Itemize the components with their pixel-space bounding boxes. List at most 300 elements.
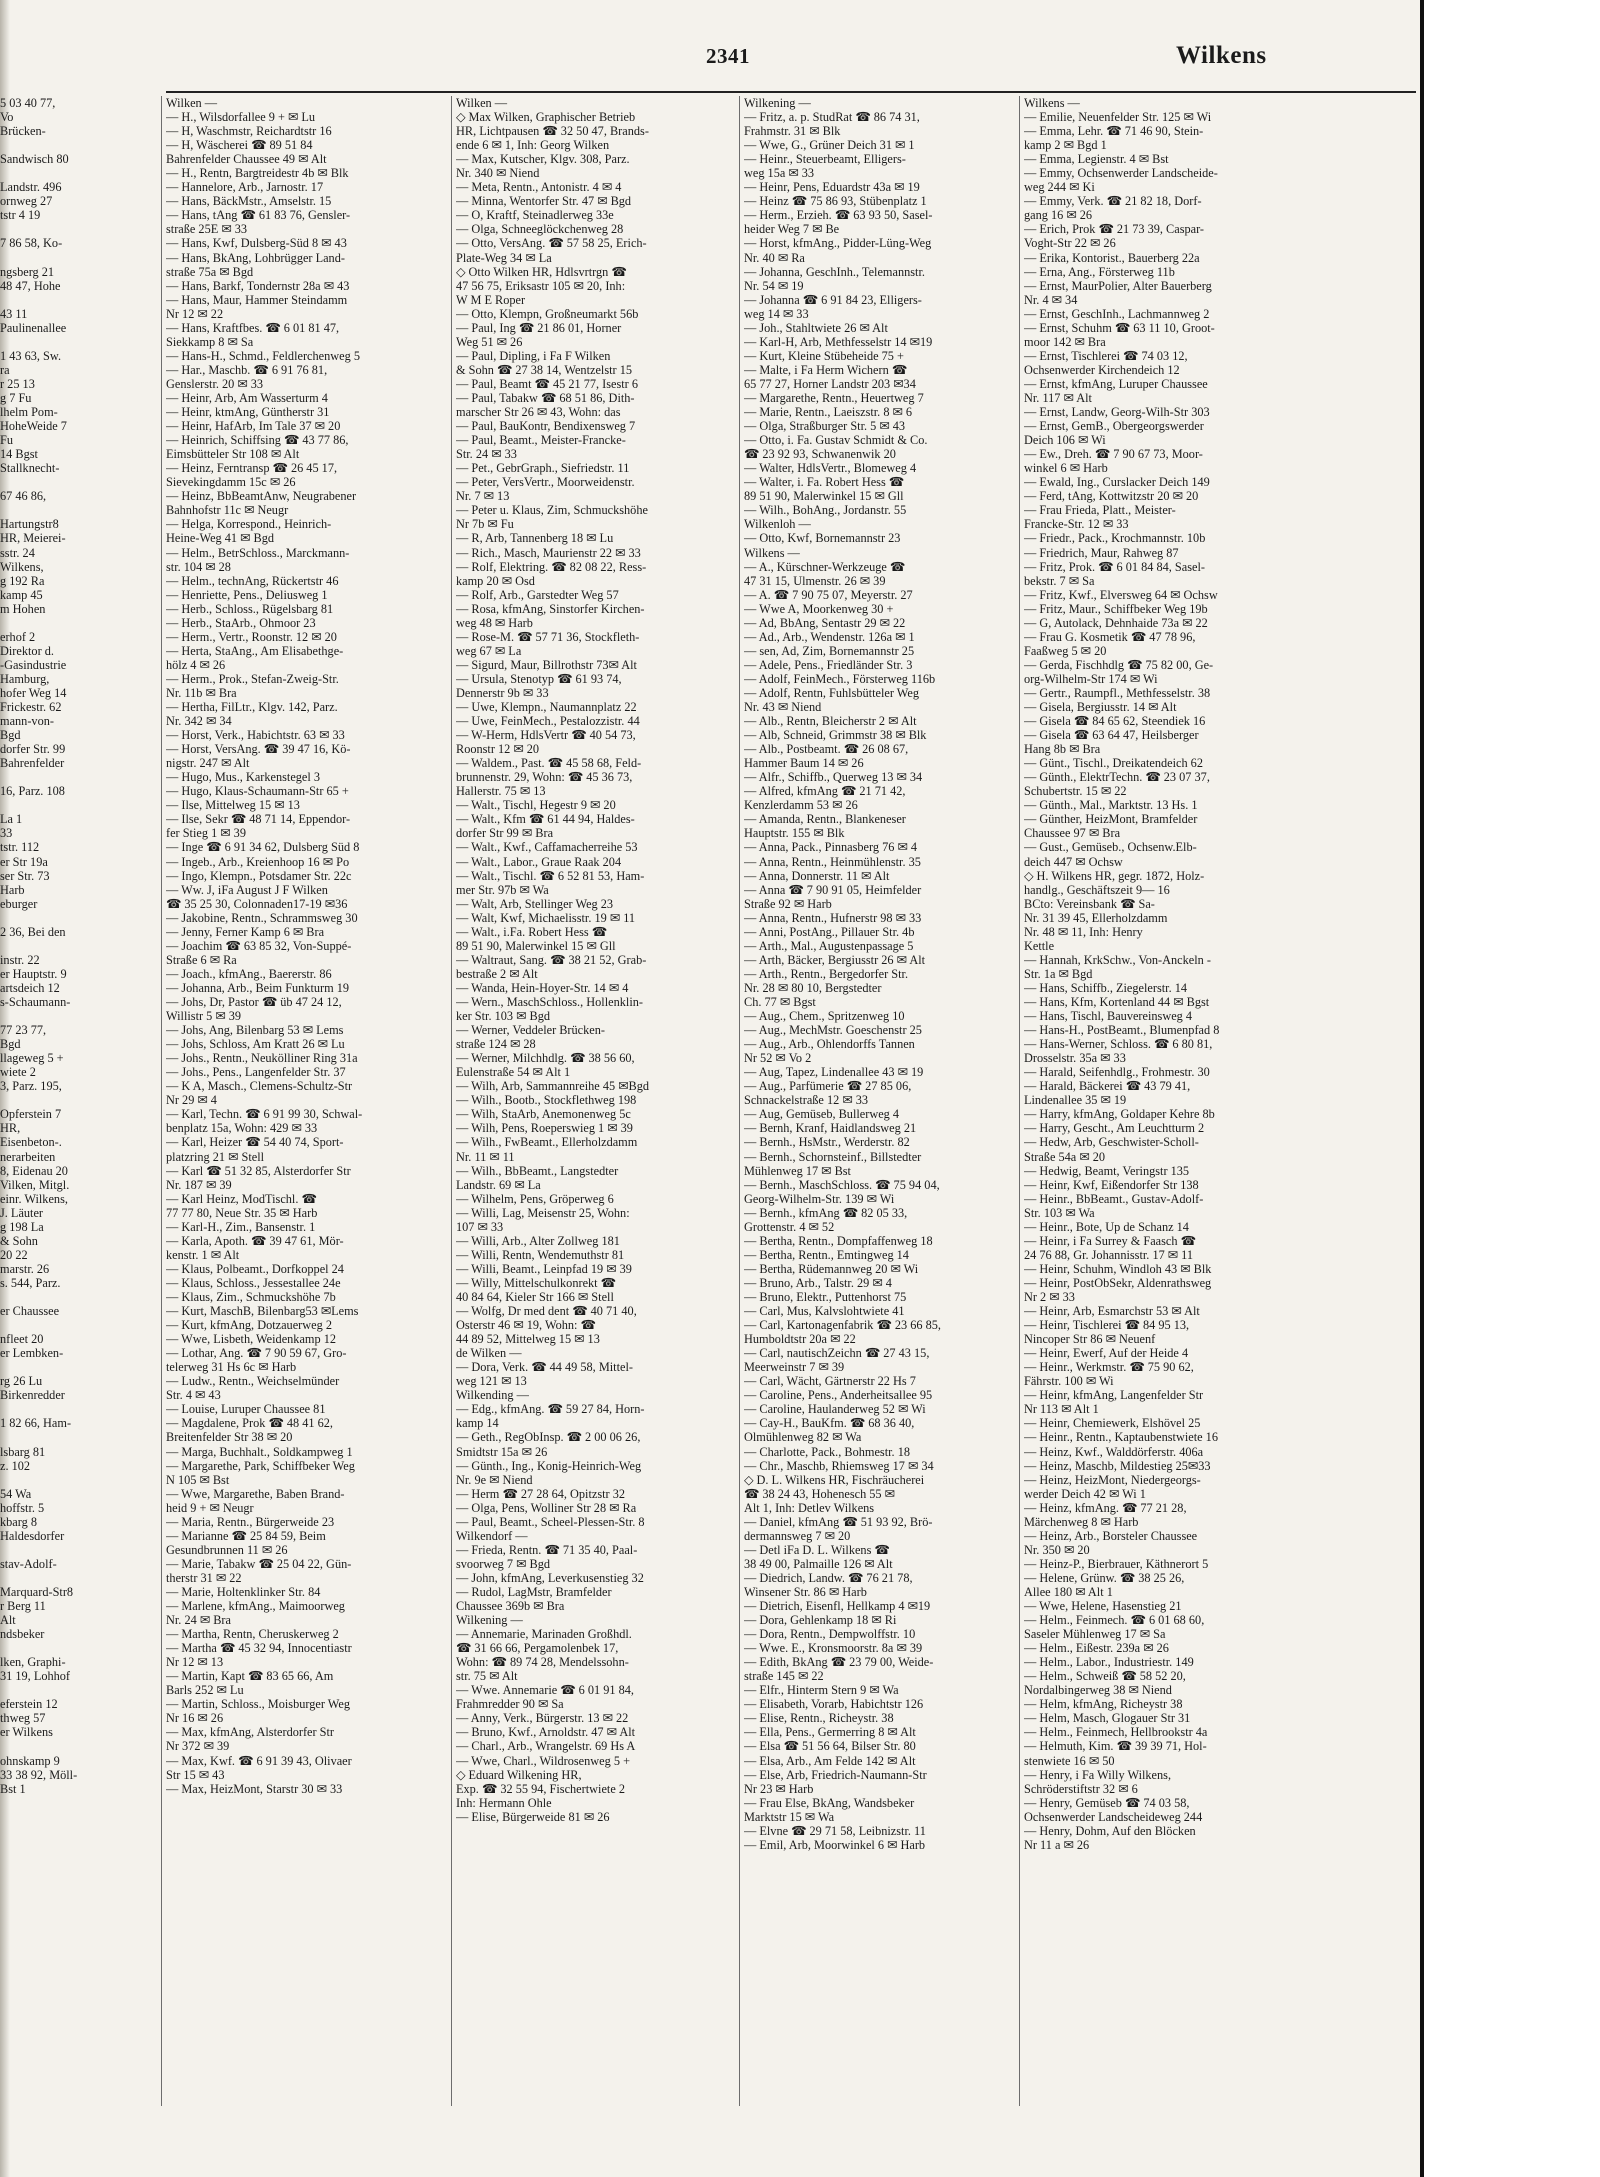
- directory-entry-line: Breitenfelder Str 38 ✉ 20: [166, 1430, 293, 1445]
- directory-entry-line: — Horst, VersAng. ☎ 39 47 16, Kö-: [166, 742, 351, 757]
- directory-entry-line: kbarg 8: [0, 1514, 37, 1529]
- directory-entry-line: HR, Lichtpausen ☎ 32 50 47, Brands-: [456, 124, 649, 139]
- directory-entry-line: — John, kfmAng, Leverkusenstieg 32: [456, 1570, 644, 1585]
- directory-entry-line: thweg 57: [0, 1711, 46, 1726]
- directory-entry-line: — Meta, Rentn., Antonistr. 4 ✉ 4: [456, 180, 622, 195]
- directory-entry-line: m Hohen: [0, 601, 46, 616]
- directory-entry-line: Str. 1a ✉ Bgd: [1024, 966, 1093, 981]
- directory-entry-line: — Walter, HdlsVertr., Blomeweg 4: [744, 461, 917, 476]
- directory-entry-line: — Harry, Gescht., Am Leuchtturm 2: [1024, 1121, 1205, 1136]
- directory-entry-line: — Otto, i. Fa. Gustav Schmidt & Co.: [744, 433, 928, 448]
- directory-entry-line: — Friedrich, Maur, Rahweg 87: [1024, 545, 1179, 560]
- directory-entry-line: — Wilh., Bootb., Stockflethweg 198: [456, 1093, 637, 1108]
- directory-entry-line: 44 89 52, Mittelweg 15 ✉ 13: [456, 1332, 600, 1347]
- directory-entry-line: org-Wilhelm-Str 174 ✉ Wi: [1024, 671, 1158, 686]
- directory-entry-line: — Johs., Rentn., Neukölliner Ring 31a: [166, 1051, 358, 1066]
- directory-entry-line: Heine-Weg 41 ✉ Bgd: [166, 531, 275, 546]
- directory-entry-line: — Günth., Ing., Konig-Heinrich-Weg: [456, 1458, 642, 1473]
- directory-entry-line: — Kurt, MaschB, Bilenbarg53 ✉Lems: [166, 1304, 359, 1319]
- directory-entry-line: — Gust., Gemüseb., Ochsenw.Elb-: [1024, 840, 1197, 855]
- directory-entry-line: Nr. 43 ✉ Niend: [744, 700, 822, 715]
- directory-entry-line: Str. 4 ✉ 43: [166, 1388, 221, 1403]
- directory-entry-line: benplatz 15a, Wohn: 429 ✉ 33: [166, 1121, 318, 1136]
- directory-entry-line: 77 23 77,: [0, 1023, 47, 1038]
- directory-entry-line: — Ernst, Landw, Georg-Wilh-Str 303: [1024, 405, 1210, 420]
- directory-entry-line: — K A, Masch., Clemens-Schultz-Str: [166, 1079, 353, 1094]
- directory-entry-line: — Dietrich, Eisenfl, Hellkamp 4 ✉19: [744, 1599, 931, 1614]
- directory-entry-line: z. 102: [0, 1458, 31, 1473]
- directory-entry-line: — Joh., Stahltwiete 26 ✉ Alt: [744, 320, 888, 335]
- directory-entry-line: — Ad., Arb., Wendenstr. 126a ✉ 1: [744, 629, 915, 644]
- directory-entry-line: — Wolfg, Dr med dent ☎ 40 71 40,: [456, 1304, 637, 1319]
- directory-entry-line: Fu: [0, 433, 13, 448]
- directory-entry-line: 107 ✉ 33: [456, 1219, 504, 1234]
- directory-entry-line: — Aug., Arb., Ohlendorffs Tannen: [744, 1037, 915, 1052]
- directory-entry-line: HR,: [0, 1121, 21, 1136]
- directory-entry-line: — Marianne ☎ 25 84 59, Beim: [166, 1528, 326, 1543]
- directory-entry-line: — Aug, Gemüseb, Bullerweg 4: [744, 1107, 900, 1122]
- directory-entry-line: — Henry, Gemüseb ☎ 74 03 58,: [1024, 1795, 1190, 1810]
- running-head: Wilkens: [1176, 42, 1267, 69]
- directory-entry-line: Bst 1: [0, 1781, 26, 1796]
- directory-entry-line: — Inge ☎ 6 91 34 62, Dulsberg Süd 8: [166, 840, 360, 855]
- directory-entry-line: Bahrenfelder Chaussee 49 ✉ Alt: [166, 152, 327, 167]
- directory-entry-line: — Otto, Kwf, Bornemannstr 23: [744, 531, 901, 546]
- directory-entry-line: — Jakobine, Rentn., Schrammsweg 30: [166, 910, 358, 925]
- directory-entry-line: — Johanna ☎ 6 91 84 23, Elligers-: [744, 292, 922, 307]
- directory-entry-line: lsbarg 81: [0, 1444, 46, 1459]
- directory-entry-line: str. 75 ✉ Alt: [456, 1669, 518, 1684]
- directory-entry-line: s-Schaumann-: [0, 995, 71, 1009]
- directory-entry-line: — Arth., Mal., Augustenpassage 5: [744, 938, 914, 953]
- directory-entry-line: — Uwe, FeinMech., Pestalozzistr. 44: [456, 714, 640, 729]
- directory-entry-line: — Martin, Kapt ☎ 83 65 66, Am: [166, 1669, 334, 1684]
- directory-entry-line: — Erika, Kontorist., Bauerberg 22a: [1024, 250, 1200, 265]
- directory-entry-line: kamp 45: [0, 587, 43, 602]
- directory-entry-line: — Marga, Buchhalt., Soldkampweg 1: [166, 1444, 353, 1459]
- directory-entry-line: 3, Parz. 195,: [0, 1079, 62, 1094]
- directory-entry-line: — Wwe, Helene, Hasenstieg 21: [1024, 1599, 1182, 1614]
- directory-entry-line: — Heinz, Maschb, Mildestieg 25✉33: [1024, 1458, 1211, 1473]
- directory-entry-line: straße 25E ✉ 33: [166, 222, 247, 237]
- directory-entry-line: erhof 2: [0, 629, 36, 644]
- directory-entry-line: — Heinr, Arb, Am Wasserturm 4: [166, 390, 328, 405]
- directory-entry-line: — Paul, Beamt., Scheel-Plessen-Str. 8: [456, 1514, 645, 1529]
- directory-entry-line: Wilkens,: [0, 559, 44, 574]
- directory-entry-line: — Klaus, Polbeamt., Dorfkoppel 24: [166, 1261, 344, 1276]
- directory-entry-line: — Walter, i. Fa. Robert Hess ☎: [744, 475, 905, 490]
- directory-entry-line: — Ilse, Sekr ☎ 48 71 14, Eppendor-: [166, 812, 351, 827]
- directory-entry-line: ◇ H. Wilkens HR, gegr. 1872, Holz-: [1024, 868, 1205, 883]
- directory-entry-line: Wilkens —: [744, 545, 800, 560]
- directory-entry-line: Wilkending —: [456, 1388, 529, 1403]
- directory-entry-line: — Gertr., Raumpfl., Methfesselstr. 38: [1024, 685, 1211, 700]
- directory-entry-line: — sen, Ad, Zim, Bornemannstr 25: [744, 643, 915, 658]
- directory-entry-line: [0, 1009, 156, 1023]
- directory-entry-line: Str 15 ✉ 43: [166, 1767, 225, 1782]
- directory-entry-line: — Geth., RegObInsp. ☎ 2 00 06 26,: [456, 1430, 641, 1445]
- directory-entry-line: Nr 372 ✉ 39: [166, 1739, 230, 1754]
- directory-entry-line: — Otto, VersAng. ☎ 57 58 25, Erich-: [456, 236, 647, 251]
- directory-entry-line: eburger: [0, 896, 38, 911]
- directory-entry-line: artsdeich 12: [0, 980, 60, 995]
- directory-entry-line: Meerweinstr 7 ✉ 39: [744, 1360, 845, 1375]
- directory-entry-line: — Walt., i.Fa. Robert Hess ☎: [456, 924, 608, 939]
- directory-entry-line: [0, 222, 156, 236]
- directory-entry-line: — Heinr, Pens, Eduardstr 43a ✉ 19: [744, 180, 920, 195]
- directory-entry-line: [0, 138, 156, 152]
- directory-entry-line: g 192 Ra: [0, 573, 45, 588]
- directory-entry-line: — Hedw, Arb, Geschwister-Scholl-: [1024, 1135, 1199, 1150]
- directory-entry-line: tstr. 112: [0, 840, 40, 855]
- directory-entry-line: Osterstr 46 ✉ 19, Wohn: ☎: [456, 1318, 596, 1333]
- directory-entry-line: [0, 1473, 156, 1487]
- directory-entry-line: [0, 798, 156, 812]
- directory-entry-line: — Erich, Prok ☎ 21 73 39, Caspar-: [1024, 222, 1205, 237]
- directory-entry-line: Straße 6 ✉ Ra: [166, 952, 237, 967]
- directory-entry-line: ☎ 38 24 43, Hohenesch 55 ✉: [744, 1486, 895, 1501]
- directory-entry-line: — Helmuth, Kim. ☎ 39 39 71, Hol-: [1024, 1739, 1207, 1754]
- directory-entry-line: Schnackelstraße 12 ✉ 33: [744, 1093, 869, 1108]
- directory-entry-line: — Rich., Masch, Maurienstr 22 ✉ 33: [456, 545, 641, 560]
- directory-entry-line: — Heinr, HafArb, Im Tale 37 ✉ 20: [166, 419, 341, 434]
- directory-entry-line: lken, Graphi-: [0, 1655, 66, 1670]
- directory-entry-line: — H., Rentn, Bargtreidestr 4b ✉ Blk: [166, 166, 349, 181]
- directory-entry-line: Francke-Str. 12 ✉ 33: [1024, 517, 1129, 532]
- directory-entry-line: — Har., Maschb. ☎ 6 91 76 81,: [166, 362, 328, 377]
- directory-entry-line: Nr. 40 ✉ Ra: [744, 250, 805, 265]
- directory-entry-line: 14 Bgst: [0, 447, 38, 462]
- directory-entry-line: — Walt, Arb, Stellinger Weg 23: [456, 896, 614, 911]
- directory-entry-line: — Wilhelm, Pens, Gröperweg 6: [456, 1191, 614, 1206]
- directory-entry-line: Brücken-: [0, 124, 46, 139]
- directory-entry-line: Alt 1, Inh: Detlev Wilkens: [744, 1500, 875, 1515]
- directory-entry-line: — Kurt, Kleine Stübeheide 75 +: [744, 348, 904, 363]
- directory-entry-line: — Ernst, MaurPolier, Alter Bauerberg: [1024, 278, 1212, 293]
- directory-entry-line: gang 16 ✉ 26: [1024, 208, 1093, 223]
- directory-entry-line: Chaussee 97 ✉ Bra: [1024, 826, 1121, 841]
- directory-entry-line: — Elvne ☎ 29 71 58, Leibnizstr. 11: [744, 1823, 926, 1838]
- directory-entry-line: — Hertha, FilLtr., Klgv. 142, Parz.: [166, 700, 338, 715]
- directory-entry-line: — Hans, Kraftfbes. ☎ 6 01 81 47,: [166, 320, 340, 335]
- directory-entry-line: — Dora, Gehlenkamp 18 ✉ Ri: [744, 1613, 897, 1628]
- directory-entry-line: — Harry, kfmAng, Goldaper Kehre 8b: [1024, 1107, 1215, 1122]
- directory-entry-line: — Malte, i Fa Herm Wichern ☎: [744, 362, 908, 377]
- directory-entry-line: — Bertha, Rentn., Emtingweg 14: [744, 1247, 909, 1262]
- directory-entry-line: — Frieda, Rentn. ☎ 71 35 40, Paal-: [456, 1542, 638, 1557]
- directory-entry-line: — Frau G. Kosmetik ☎ 47 78 96,: [1024, 629, 1196, 644]
- directory-entry-line: — Horst, kfmAng., Pidder-Lüng-Weg: [744, 236, 932, 251]
- directory-entry-line: [0, 166, 156, 180]
- directory-entry-line: [0, 1683, 156, 1697]
- directory-entry-line: Nr. 7 ✉ 13: [456, 489, 510, 504]
- directory-entry-line: — Caroline, Haulanderweg 52 ✉ Wi: [744, 1402, 926, 1417]
- directory-entry-line: — Anna ☎ 7 90 91 05, Heimfelder: [744, 882, 922, 897]
- directory-entry-line: — Heinr, Kwf, Eißendorfer Str 138: [1024, 1177, 1199, 1192]
- directory-entry-line: Barls 252 ✉ Lu: [166, 1683, 244, 1698]
- directory-entry-line: & Sohn ☎ 27 38 14, Wentzelstr 15: [456, 362, 632, 377]
- directory-entry-line: Nr. 4 ✉ 34: [1024, 292, 1078, 307]
- directory-entry-line: ◇ Eduard Wilkening HR,: [456, 1767, 582, 1782]
- directory-entry-line: — Klaus, Schloss., Jessestallee 24e: [166, 1275, 341, 1290]
- directory-entry-line: straße 145 ✉ 22: [744, 1669, 824, 1684]
- directory-entry-line: — Charl., Arb., Wrangelstr. 69 Hs A: [456, 1739, 636, 1754]
- directory-entry-line: — Marie, Holtenklinker Str. 84: [166, 1584, 321, 1599]
- directory-entry-line: — Helm, Masch, Glogauer Str 31: [1024, 1711, 1191, 1726]
- directory-entry-line: Eimsbütteler Str 108 ✉ Alt: [166, 447, 300, 462]
- directory-entry-line: Nr 12 ✉ 22: [166, 306, 224, 321]
- directory-entry-line: Hauptstr. 155 ✉ Blk: [744, 826, 845, 841]
- directory-entry-line: Grottenstr. 4 ✉ 52: [744, 1219, 835, 1234]
- directory-entry-line: Wilkendorf —: [456, 1528, 528, 1543]
- directory-entry-line: — Dora, Verk. ☎ 44 49 58, Mittel-: [456, 1360, 633, 1375]
- directory-entry-line: — Hans, Kfm, Kortenland 44 ✉ Bgst: [1024, 995, 1210, 1009]
- directory-entry-line: marstr. 26: [0, 1261, 50, 1276]
- column-divider: [1019, 96, 1020, 2106]
- directory-entry-line: s. 544, Parz.: [0, 1275, 61, 1290]
- directory-entry-line: Allee 180 ✉ Alt 1: [1024, 1584, 1113, 1599]
- directory-entry-line: — Heinz-P., Bierbrauer, Käthnerort 5: [1024, 1556, 1209, 1571]
- directory-entry-line: — Edg., kfmAng. ☎ 59 27 84, Horn-: [456, 1402, 645, 1417]
- directory-entry-line: Siekkamp 8 ✉ Sa: [166, 334, 254, 349]
- directory-entry-line: — Rolf, Arb., Garstedter Weg 57: [456, 587, 619, 602]
- directory-entry-line: — Aug., Parfümerie ☎ 27 85 06,: [744, 1079, 912, 1094]
- directory-entry-line: er Chaussee: [0, 1304, 60, 1319]
- directory-entry-line: — Martha ☎ 45 32 94, Innocentiastr: [166, 1641, 352, 1656]
- column-divider: [739, 96, 740, 2106]
- directory-entry-line: [0, 1402, 156, 1416]
- column-left-fragment: [0, 96, 156, 2106]
- directory-entry-line: — Henriette, Pens., Deliusweg 1: [166, 587, 328, 602]
- directory-entry-line: — Günth., Mal., Marktstr. 13 Hs. 1: [1024, 798, 1198, 813]
- directory-entry-line: straße 124 ✉ 28: [456, 1037, 536, 1052]
- directory-entry-line: er Wilkens: [0, 1725, 53, 1740]
- directory-entry-line: — Wilh., BohAng., Jordanstr. 55: [744, 503, 907, 518]
- directory-entry-line: Nr 11 a ✉ 26: [1024, 1837, 1090, 1852]
- directory-entry-line: Nordalbingerweg 38 ✉ Niend: [1024, 1683, 1172, 1698]
- directory-entry-line: — Olga, Schneeglöckchenweg 28: [456, 222, 624, 237]
- directory-entry-line: heid 9 + ✉ Neugr: [166, 1500, 254, 1515]
- directory-entry-line: platzring 21 ✉ Stell: [166, 1149, 265, 1164]
- directory-entry-line: — Otto, Klempn, Großneumarkt 56b: [456, 306, 639, 321]
- directory-entry-line: — Hans-H., PostBeamt., Blumenpfad 8: [1024, 1023, 1220, 1038]
- directory-entry-line: heider Weg 7 ✉ Be: [744, 222, 840, 237]
- directory-entry-line: — Elise, Bürgerweide 81 ✉ 26: [456, 1809, 610, 1824]
- directory-entry-line: -Gasindustrie: [0, 657, 67, 672]
- directory-entry-line: — Carl, Mus, Kalvslohtwiete 41: [744, 1304, 905, 1319]
- directory-entry-line: Saseler Mühlenweg 17 ✉ Sa: [1024, 1627, 1166, 1642]
- directory-entry-line: — Herm ☎ 27 28 64, Opitzstr 32: [456, 1486, 626, 1501]
- directory-entry-line: — Margarethe, Park, Schiffbeker Weg: [166, 1458, 355, 1473]
- directory-entry-line: er Hauptstr. 9: [0, 966, 67, 981]
- directory-entry-line: 1 43 63, Sw.: [0, 348, 62, 363]
- directory-entry-line: — Wwe. E., Kronsmoorstr. 8a ✉ 39: [744, 1641, 923, 1656]
- directory-entry-line: — Johs., Pens., Langenfelder Str. 37: [166, 1065, 346, 1080]
- directory-entry-line: Mühlenweg 17 ✉ Bst: [744, 1163, 851, 1178]
- directory-entry-line: — Gisela ☎ 84 65 62, Steendiek 16: [1024, 714, 1206, 729]
- directory-entry-line: 48 47, Hohe: [0, 278, 61, 293]
- directory-entry-line: Bgd: [0, 1037, 21, 1052]
- directory-entry-line: — Karl Heinz, ModTischl. ☎: [166, 1191, 317, 1206]
- directory-entry-line: — Dora, Rentn., Dempwolffstr. 10: [744, 1627, 916, 1642]
- directory-entry-line: winkel 6 ✉ Harb: [1024, 461, 1108, 476]
- directory-entry-line: — Elise, Rentn., Richeystr. 38: [744, 1711, 894, 1726]
- directory-entry-line: — Henry, i Fa Willy Wilkens,: [1024, 1767, 1172, 1782]
- directory-entry-line: ngsberg 21: [0, 264, 55, 279]
- directory-entry-line: — Elfr., Hinterm Stern 9 ✉ Wa: [744, 1683, 899, 1698]
- directory-entry-line: — Anny, Verk., Bürgerstr. 13 ✉ 22: [456, 1711, 629, 1726]
- directory-entry-line: — Max, kfmAng, Alsterdorfer Str: [166, 1725, 335, 1740]
- directory-entry-line: — Anna, Rentn., Heinmühlenstr. 35: [744, 854, 921, 869]
- directory-entry-line: — Herta, StaAng., Am Elisabethge-: [166, 643, 344, 658]
- directory-entry-line: — Ew., Dreh. ☎ 7 90 67 73, Moor-: [1024, 447, 1203, 462]
- directory-entry-line: — Fritz, a. p. StudRat ☎ 86 74 31,: [744, 110, 920, 125]
- directory-entry-line: ◇ D. L. Wilkens HR, Fischräucherei: [744, 1472, 925, 1487]
- directory-entry-line: — Bernh., HsMstr., Werderstr. 82: [744, 1135, 910, 1150]
- directory-entry-line: — Kurt, kfmAng, Dotzauerweg 2: [166, 1318, 332, 1333]
- directory-entry-line: Hartungstr8: [0, 517, 59, 532]
- directory-entry-line: Deich 106 ✉ Wi: [1024, 433, 1106, 448]
- directory-entry-line: dorfer Str 99 ✉ Bra: [456, 826, 554, 841]
- directory-entry-line: — Marie, Rentn., Laeiszstr. 8 ✉ 6: [744, 405, 913, 420]
- directory-entry-line: Nr 16 ✉ 26: [166, 1711, 224, 1726]
- directory-entry-line: Nr 23 ✉ Harb: [744, 1781, 814, 1796]
- directory-entry-line: 89 51 90, Malerwinkel 15 ✉ Gll: [456, 938, 616, 953]
- directory-entry-line: 47 56 75, Eriksastr 105 ✉ 20, Inh:: [456, 278, 626, 293]
- directory-entry-line: — Minna, Wentorfer Str. 47 ✉ Bgd: [456, 194, 632, 209]
- directory-entry-line: — Erna, Ang., Försterweg 11b: [1024, 264, 1175, 279]
- directory-entry-line: — Willy, Mittelschulkonrekt ☎: [456, 1275, 616, 1290]
- directory-entry-line: Straße 92 ✉ Harb: [744, 896, 832, 911]
- directory-entry-line: — Max, Kutscher, Klgv. 308, Parz.: [456, 152, 630, 167]
- directory-entry-line: g 7 Fu: [0, 390, 32, 405]
- directory-entry-line: — Margarethe, Rentn., Heuertweg 7: [744, 390, 924, 405]
- directory-entry-line: nfleet 20: [0, 1332, 44, 1347]
- directory-entry-line: [0, 770, 156, 784]
- directory-entry-line: 20 22: [0, 1247, 28, 1262]
- directory-entry-line: r 25 13: [0, 376, 35, 391]
- directory-entry-line: 54 Wa: [0, 1486, 32, 1501]
- directory-entry-line: [0, 1543, 156, 1557]
- directory-entry-line: dermannsweg 7 ✉ 20: [744, 1528, 851, 1543]
- directory-entry-line: rg 26 Lu: [0, 1374, 43, 1389]
- directory-entry-line: Chaussee 369b ✉ Bra: [456, 1599, 565, 1614]
- directory-entry-line: einr. Wilkens,: [0, 1191, 68, 1206]
- directory-entry-line: Nr. 31 39 45, Ellerholzdamm: [1024, 910, 1168, 925]
- directory-entry-line: — Heinz, Kwf., Walddörferstr. 406a: [1024, 1444, 1204, 1459]
- column-divider: [451, 96, 452, 2106]
- directory-entry-line: Nr 29 ✉ 4: [166, 1093, 217, 1108]
- directory-entry-line: — Adolf, FeinMech., Försterweg 116b: [744, 671, 936, 686]
- directory-entry-line: nigstr. 247 ✉ Alt: [166, 756, 250, 771]
- directory-entry-line: — Elsa, Arb., Am Felde 142 ✉ Alt: [744, 1753, 916, 1768]
- directory-entry-line: — Ursula, Stenotyp ☎ 61 93 74,: [456, 671, 622, 686]
- directory-entry-line: kamp 2 ✉ Bgd 1: [1024, 138, 1107, 153]
- directory-entry-line: — Helene, Grünw. ☎ 38 25 26,: [1024, 1570, 1185, 1585]
- directory-entry-line: — Alb, Schneid, Grimmstr 38 ✉ Blk: [744, 728, 927, 743]
- directory-entry-line: Wilken —: [166, 96, 218, 110]
- directory-entry-line: — Karl-H, Arb, Methfesselstr 14 ✉19: [744, 334, 933, 349]
- directory-entry-line: — Ella, Pens., Germerring 8 ✉ Alt: [744, 1725, 916, 1740]
- directory-entry-line: — Hugo, Mus., Karkenstegel 3: [166, 770, 321, 785]
- directory-entry-line: weg 67 ✉ La: [456, 643, 522, 658]
- directory-entry-line: Gesundbrunnen 11 ✉ 26: [166, 1542, 288, 1557]
- directory-entry-line: — Frau Frieda, Platt., Meister-: [1024, 503, 1176, 518]
- directory-entry-line: Nr. 9e ✉ Niend: [456, 1472, 533, 1487]
- directory-entry-line: Frahmredder 90 ✉ Sa: [456, 1697, 564, 1712]
- directory-entry-line: 24 76 88, Gr. Johannisstr. 17 ✉ 11: [1024, 1247, 1194, 1262]
- directory-entry-line: — Johanna, Arb., Beim Funkturm 19: [166, 980, 350, 995]
- directory-entry-line: 65 77 27, Horner Landstr 203 ✉34: [744, 376, 916, 391]
- directory-entry-line: — Klaus, Zim., Schmuckshöhe 7b: [166, 1289, 336, 1304]
- directory-entry-line: — Adolf, Rentn, Fuhlsbütteler Weg: [744, 685, 920, 700]
- directory-entry-line: str. 104 ✉ 28: [166, 559, 231, 574]
- directory-entry-line: 8, Eidenau 20: [0, 1163, 68, 1178]
- directory-entry-line: — Diedrich, Landw. ☎ 76 21 78,: [744, 1570, 913, 1585]
- directory-entry-line: — Wilh, Arb, Sammannreihe 45 ✉Bgd: [456, 1079, 649, 1094]
- directory-entry-line: — Louise, Luruper Chaussee 81: [166, 1402, 326, 1417]
- directory-entry-line: — Gisela, Bergiusstr. 14 ✉ Alt: [1024, 700, 1177, 715]
- directory-entry-line: — Helm., Feinmech, Hellbrookstr 4a: [1024, 1725, 1208, 1740]
- directory-entry-line: brunnenstr. 29, Wohn: ☎ 45 36 73,: [456, 770, 633, 785]
- directory-entry-line: — Helm., Schweiß ☎ 58 52 20,: [1024, 1669, 1186, 1684]
- directory-entry-line: — Johs, Ang, Bilenbarg 53 ✉ Lems: [166, 1023, 344, 1038]
- directory-entry-line: — H, Waschmstr, Reichardtstr 16: [166, 124, 332, 139]
- directory-entry-line: — Heinr, ktmAng, Güntherstr 31: [166, 405, 330, 420]
- directory-entry-line: — Bruno, Kwf., Arnoldstr. 47 ✉ Alt: [456, 1725, 636, 1740]
- directory-entry-line: — Heinr, Chemiewerk, Elshövel 25: [1024, 1416, 1201, 1431]
- directory-entry-line: Nr. 340 ✉ Niend: [456, 166, 540, 181]
- directory-entry-line: — Bernh, Kranf, Haidlandsweg 21: [744, 1121, 917, 1136]
- directory-entry-line: — Herm., Erzieh. ☎ 63 93 50, Sasel-: [744, 208, 933, 223]
- directory-entry-line: — Helm, kfmAng, Richeystr 38: [1024, 1697, 1183, 1712]
- directory-entry-line: — Hans, Kwf, Dulsberg-Süd 8 ✉ 43: [166, 236, 347, 251]
- directory-entry-line: — Heinr, Ewerf, Auf der Heide 4: [1024, 1346, 1189, 1361]
- directory-entry-line: — Hans, Schiffb., Ziegelerstr. 14: [1024, 980, 1188, 995]
- directory-entry-line: Eisenbeton-.: [0, 1135, 62, 1150]
- directory-entry-line: 67 46 86,: [0, 489, 47, 504]
- directory-entry-line: ser Str. 73: [0, 868, 50, 883]
- directory-entry-line: — Bruno, Elektr., Puttenhorst 75: [744, 1289, 907, 1304]
- directory-entry-line: bekstr. 7 ✉ Sa: [1024, 573, 1095, 588]
- directory-entry-line: — Willi, Rentn, Wendemuthstr 81: [456, 1247, 625, 1262]
- directory-entry-line: moor 142 ✉ Bra: [1024, 334, 1106, 349]
- directory-entry-line: — Karla, Apoth. ☎ 39 47 61, Mör-: [166, 1233, 344, 1248]
- directory-entry-line: — Wwe. Annemarie ☎ 6 01 91 84,: [456, 1683, 634, 1698]
- directory-entry-line: — Walt., Tischl, Hegestr 9 ✉ 20: [456, 798, 616, 813]
- directory-entry-line: — Gisela ☎ 63 64 47, Heilsberger: [1024, 728, 1199, 743]
- directory-entry-line: — Bernh., kfmAng ☎ 82 05 33,: [744, 1205, 908, 1220]
- directory-entry-line: Georg-Wilhelm-Str. 139 ✉ Wi: [744, 1191, 895, 1206]
- directory-entry-line: bestraße 2 ✉ Alt: [456, 966, 538, 981]
- directory-entry-line: — Hans, Tischl, Bauvereinsweg 4: [1024, 1009, 1193, 1024]
- directory-entry-line: — Amanda, Rentn., Blankeneser: [744, 812, 906, 827]
- directory-entry-line: — Wwe A, Moorkenweg 30 +: [744, 601, 894, 616]
- directory-entry-line: — W-Herm, HdlsVertr ☎ 40 54 73,: [456, 728, 636, 743]
- directory-entry-line: 31 19, Lohhof: [0, 1669, 71, 1684]
- directory-entry-line: — Cay-H., BauKfm. ☎ 68 36 40,: [744, 1416, 915, 1431]
- directory-entry-line: — Wilh, Pens, Roeperswieg 1 ✉ 39: [456, 1121, 633, 1136]
- directory-entry-line: — Ernst, Schuhm ☎ 63 11 10, Groot-: [1024, 320, 1215, 335]
- directory-entry-line: [0, 1318, 156, 1332]
- directory-entry-line: [0, 503, 156, 517]
- directory-entry-line: wiete 2: [0, 1065, 36, 1080]
- directory-entry-line: Stallknecht-: [0, 461, 60, 476]
- directory-entry-line: — Werner, Veddeler Brücken-: [456, 1023, 605, 1038]
- directory-entry-line: mann-von-: [0, 714, 54, 729]
- directory-entry-line: 77 77 80, Neue Str. 35 ✉ Harb: [166, 1205, 318, 1220]
- directory-entry-line: — Anna, Donnerstr. 11 ✉ Alt: [744, 868, 890, 883]
